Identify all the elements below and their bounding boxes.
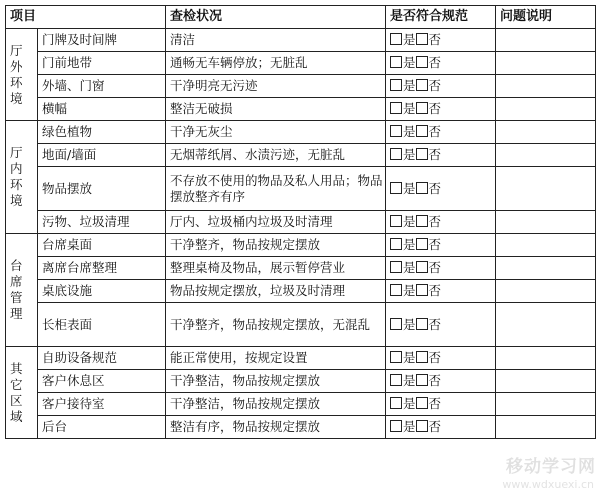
item-cell: 地面/墙面 — [38, 144, 166, 167]
checklist-body — [6, 29, 596, 439]
header-item: 项目 — [6, 6, 166, 29]
table-row — [6, 75, 596, 98]
table-row — [6, 303, 596, 347]
notes-cell[interactable] — [496, 211, 596, 234]
header-status: 查检状况 — [166, 6, 386, 29]
group-label: 台 席 管 理 — [6, 234, 38, 347]
compliance-cell: 是 否 — [386, 211, 496, 234]
item-cell: 门牌及时间牌 — [38, 29, 166, 52]
table-row — [6, 393, 596, 416]
compliance-cell: 是 否 — [386, 393, 496, 416]
no-checkbox[interactable] — [416, 215, 428, 227]
table-row — [6, 121, 596, 144]
item-cell: 横幅 — [38, 98, 166, 121]
status-cell: 能正常使用，按规定设置 — [166, 347, 386, 370]
table-row — [6, 370, 596, 393]
table-row — [6, 52, 596, 75]
group-label: 其 它 区 域 — [6, 347, 38, 439]
notes-cell[interactable] — [496, 347, 596, 370]
yes-checkbox[interactable] — [390, 351, 402, 363]
item-cell: 绿色植物 — [38, 121, 166, 144]
notes-cell[interactable] — [496, 234, 596, 257]
no-checkbox[interactable] — [416, 261, 428, 273]
watermark-logo — [506, 452, 596, 477]
table-row — [6, 29, 596, 52]
no-checkbox[interactable] — [416, 351, 428, 363]
status-cell: 整理桌椅及物品，展示暂停营业 — [166, 257, 386, 280]
table-row — [6, 347, 596, 370]
status-cell: 干净整齐，物品按规定摆放 — [166, 234, 386, 257]
no-checkbox[interactable] — [416, 318, 428, 330]
notes-cell[interactable] — [496, 52, 596, 75]
yes-checkbox[interactable] — [390, 318, 402, 330]
status-cell: 干净整洁，物品按规定摆放 — [166, 370, 386, 393]
table-row — [6, 144, 596, 167]
no-checkbox[interactable] — [416, 238, 428, 250]
notes-cell[interactable] — [496, 167, 596, 211]
yes-checkbox[interactable] — [390, 182, 402, 194]
notes-cell[interactable] — [496, 393, 596, 416]
compliance-cell: 是 否 — [386, 280, 496, 303]
status-cell: 整洁无破损 — [166, 98, 386, 121]
notes-cell[interactable] — [496, 280, 596, 303]
item-cell: 门前地带 — [38, 52, 166, 75]
header-notes: 问题说明 — [496, 6, 596, 29]
table-row — [6, 416, 596, 439]
item-cell: 外墙、门窗 — [38, 75, 166, 98]
yes-checkbox[interactable] — [390, 79, 402, 91]
yes-checkbox[interactable] — [390, 397, 402, 409]
header-compliance: 是否符合规范 — [386, 6, 496, 29]
table-row — [6, 167, 596, 211]
compliance-cell: 是 否 — [386, 234, 496, 257]
status-cell: 无烟蒂纸屑、水渍污迹，无脏乱 — [166, 144, 386, 167]
table-row — [6, 257, 596, 280]
item-cell: 客户接待室 — [38, 393, 166, 416]
yes-checkbox[interactable] — [390, 238, 402, 250]
notes-cell[interactable] — [496, 121, 596, 144]
item-cell: 后台 — [38, 416, 166, 439]
yes-checkbox[interactable] — [390, 33, 402, 45]
compliance-cell: 是 否 — [386, 167, 496, 211]
compliance-cell: 是 否 — [386, 303, 496, 347]
status-cell: 干净明亮无污迹 — [166, 75, 386, 98]
status-cell: 厅内、垃圾桶内垃圾及时清理 — [166, 211, 386, 234]
yes-checkbox[interactable] — [390, 284, 402, 296]
status-cell: 干净无灰尘 — [166, 121, 386, 144]
compliance-cell: 是 否 — [386, 370, 496, 393]
no-checkbox[interactable] — [416, 102, 428, 114]
compliance-cell: 是 否 — [386, 347, 496, 370]
compliance-cell: 是 否 — [386, 416, 496, 439]
watermark-url: www.wdxuexi.cn — [502, 478, 594, 491]
table-row — [6, 98, 596, 121]
notes-cell[interactable] — [496, 370, 596, 393]
status-cell: 干净整齐，物品按规定摆放，无混乱 — [166, 303, 386, 347]
item-cell: 自助设备规范 — [38, 347, 166, 370]
item-cell: 台席桌面 — [38, 234, 166, 257]
watermark-text: 移动学习网 — [506, 457, 596, 477]
compliance-cell: 是 否 — [386, 75, 496, 98]
compliance-cell: 是 否 — [386, 52, 496, 75]
compliance-cell: 是 否 — [386, 121, 496, 144]
yes-checkbox[interactable] — [390, 261, 402, 273]
table-row — [6, 211, 596, 234]
notes-cell[interactable] — [496, 303, 596, 347]
no-checkbox[interactable] — [416, 420, 428, 432]
no-checkbox[interactable] — [416, 33, 428, 45]
table-row — [6, 280, 596, 303]
no-checkbox[interactable] — [416, 374, 428, 386]
no-checkbox[interactable] — [416, 397, 428, 409]
yes-checkbox[interactable] — [390, 374, 402, 386]
item-cell: 物品摆放 — [38, 167, 166, 211]
item-cell: 离席台席整理 — [38, 257, 166, 280]
status-cell: 不存放不使用的物品及私人用品；物品摆放整齐有序 — [166, 167, 386, 211]
yes-checkbox[interactable] — [390, 125, 402, 137]
status-cell: 清洁 — [166, 29, 386, 52]
header-row — [6, 6, 596, 29]
yes-checkbox[interactable] — [390, 102, 402, 114]
notes-cell[interactable] — [496, 416, 596, 439]
compliance-cell: 是 否 — [386, 144, 496, 167]
yes-checkbox[interactable] — [390, 420, 402, 432]
item-cell: 污物、垃圾清理 — [38, 211, 166, 234]
status-cell: 通畅无车辆停放；无脏乱 — [166, 52, 386, 75]
yes-checkbox[interactable] — [390, 148, 402, 160]
item-cell: 客户休息区 — [38, 370, 166, 393]
yes-checkbox[interactable] — [390, 56, 402, 68]
notes-cell[interactable] — [496, 257, 596, 280]
table-row — [6, 234, 596, 257]
compliance-cell: 是 否 — [386, 257, 496, 280]
yes-checkbox[interactable] — [390, 215, 402, 227]
status-cell: 物品按规定摆放，垃圾及时清理 — [166, 280, 386, 303]
no-checkbox[interactable] — [416, 79, 428, 91]
no-checkbox[interactable] — [416, 148, 428, 160]
inspection-checklist-table — [5, 5, 596, 439]
compliance-cell: 是 否 — [386, 29, 496, 52]
status-cell: 干净整洁，物品按规定摆放 — [166, 393, 386, 416]
notes-cell[interactable] — [496, 29, 596, 52]
notes-cell[interactable] — [496, 98, 596, 121]
no-checkbox[interactable] — [416, 182, 428, 194]
item-cell: 桌底设施 — [38, 280, 166, 303]
compliance-cell: 是 否 — [386, 98, 496, 121]
group-label: 厅 内 环 境 — [6, 121, 38, 234]
item-cell: 长柜表面 — [38, 303, 166, 347]
status-cell: 整洁有序，物品按规定摆放 — [166, 416, 386, 439]
group-label: 厅 外 环 境 — [6, 29, 38, 121]
no-checkbox[interactable] — [416, 56, 428, 68]
notes-cell[interactable] — [496, 75, 596, 98]
notes-cell[interactable] — [496, 144, 596, 167]
no-checkbox[interactable] — [416, 284, 428, 296]
no-checkbox[interactable] — [416, 125, 428, 137]
